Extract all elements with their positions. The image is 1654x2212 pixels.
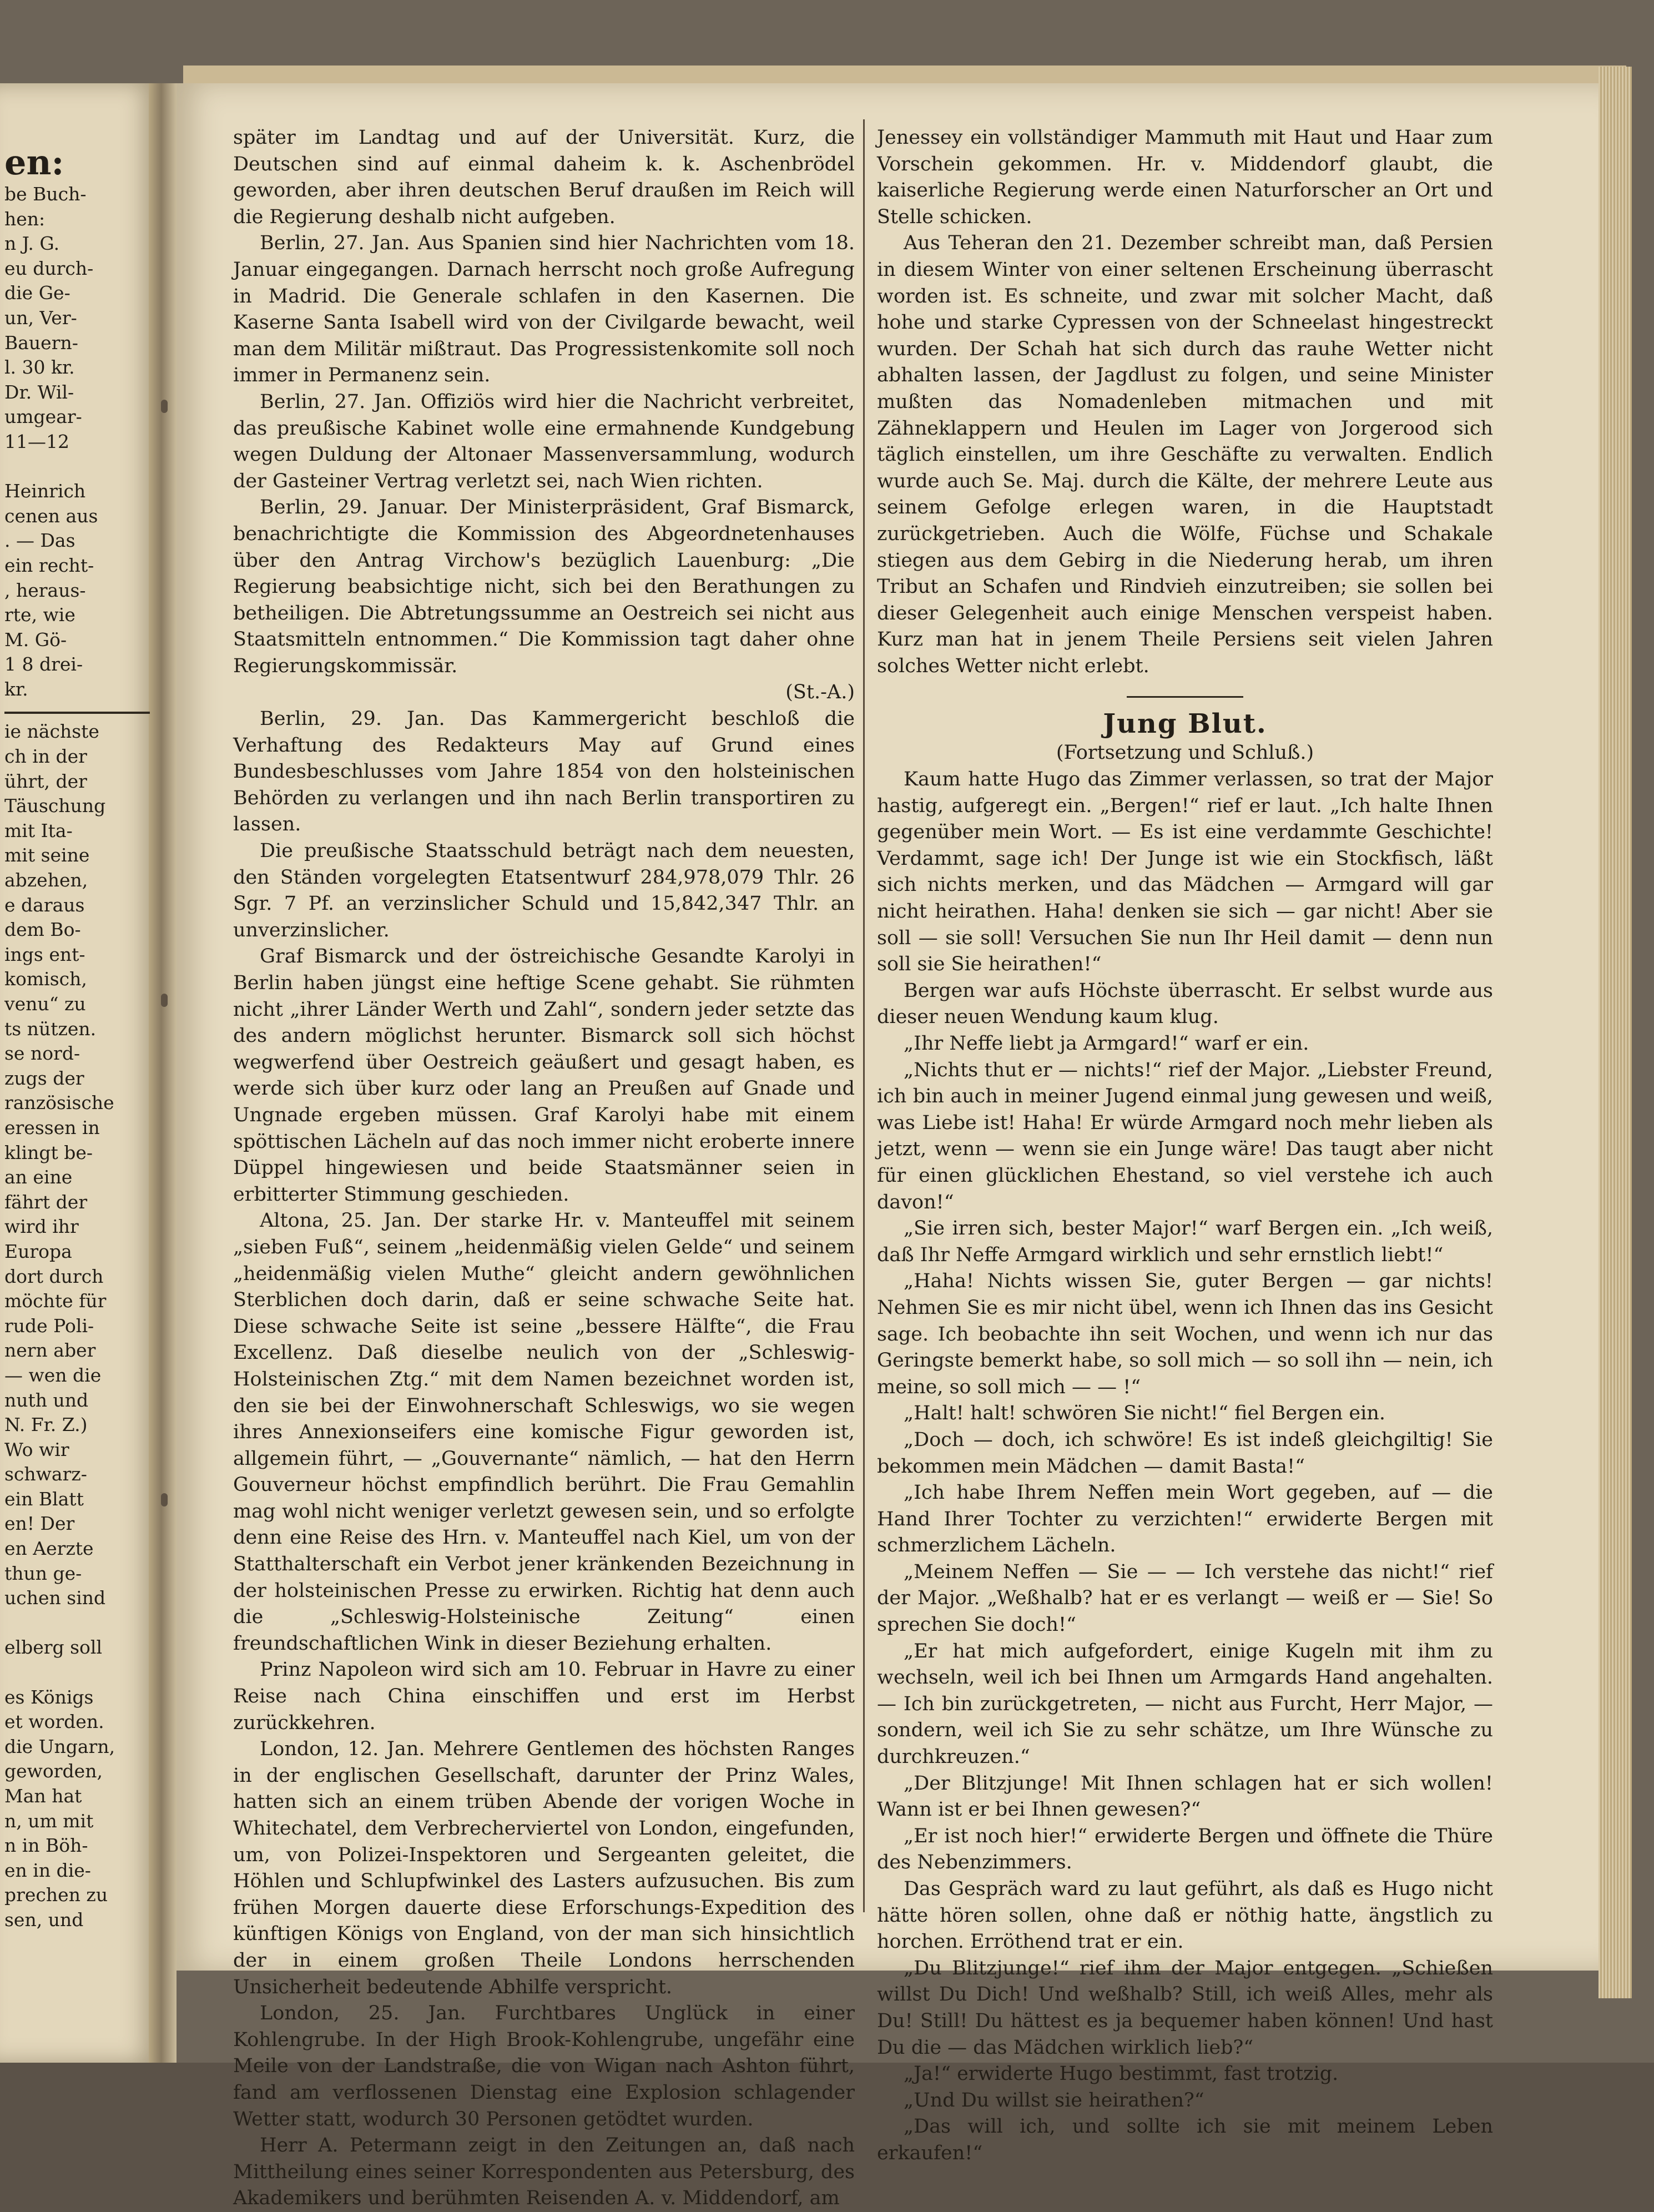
left-page-line: un, Ver- bbox=[4, 306, 77, 329]
story-paragraph: Das Gespräch ward zu laut geführt, als daß es Hugo nicht hätte hören sollen, ohne daß er nöthig hatte, ängstlich zu horchen. Erröthend trat er ein. bbox=[877, 1878, 1493, 1953]
left-page-line: nuth und bbox=[4, 1389, 89, 1411]
left-page-line: — wen die bbox=[4, 1364, 102, 1386]
left-page-line: es Königs bbox=[4, 1686, 94, 1708]
story-paragraph: „Das will ich, und sollte ich sie mit meinem Leben erkaufen!“ bbox=[877, 2115, 1493, 2164]
left-page-line: eressen in bbox=[4, 1116, 100, 1138]
left-page-headline: en: bbox=[4, 142, 64, 183]
left-page-line: 11—12 bbox=[4, 430, 69, 452]
left-page-line: ings ent- bbox=[4, 943, 85, 965]
story-paragraph: Bergen war aufs Höchste überrascht. Er selbst wurde aus dieser neuen Wendung kaum klug. bbox=[877, 979, 1493, 1029]
left-page-line: be Buch- bbox=[4, 183, 87, 205]
left-page-line bbox=[4, 455, 150, 480]
left-page-line: zugs der bbox=[4, 1067, 84, 1089]
story-title: Jung Blut. bbox=[1103, 708, 1267, 740]
binding-hole bbox=[161, 994, 168, 1007]
story-subtitle: (Fortsetzung und Schluß.) bbox=[1056, 742, 1314, 764]
news-paragraph: Berlin, 27. Jan. Aus Spanien sind hier Nachrichten vom 18. Januar eingegangen. Darnach herrscht noch große Aufregung in Madrid. Die Generale schlafen in den Kasernen. Die Kaserne Santa Isabell wird von der Civilgarde bewacht, weil man dem Militär mißtraut. Das Progressistenkomite soll noch immer in Permanenz sein. bbox=[233, 232, 855, 387]
column-divider bbox=[863, 119, 865, 1912]
left-page-line: klingt be- bbox=[4, 1141, 93, 1163]
left-page-line: möchte für bbox=[4, 1290, 107, 1312]
left-page-line: l. 30 kr. bbox=[4, 356, 75, 379]
left-page-line: ein recht- bbox=[4, 554, 94, 576]
left-page-line: Wo wir bbox=[4, 1438, 69, 1460]
left-page-line: elberg soll bbox=[4, 1636, 103, 1659]
left-page-line: hen: bbox=[4, 208, 46, 230]
left-page-line: uchen sind bbox=[4, 1587, 106, 1609]
left-page-line: dem Bo- bbox=[4, 919, 81, 941]
section-rule bbox=[1127, 696, 1243, 698]
left-page-line: mit seine bbox=[4, 844, 90, 866]
left-page-line: mit Ita- bbox=[4, 819, 73, 842]
book-gutter bbox=[149, 83, 177, 2063]
news-paragraph: Graf Bismarck und der östreichische Gesandte Karolyi in Berlin haben jüngst eine heftige Scene gehabt. Sie rühmten nicht „ihrer Länder Werth und Zahl“, sondern jeder setzte das des andern möglichst herunter. Bismarck soll sich höchst wegwerfend über Oestreich geäußert und gesagt haben, es werde sich über kurz oder lang an Preußen auf Gnade und Ungnade ergeben müssen. Graf Karolyi habe mit einem spöttischen Lächeln auf das noch immer nicht eroberte innere Düppel hingewiesen und beide Staatsmänner seien in erbitterter Stimmung geschieden. bbox=[233, 945, 855, 1206]
story-paragraph: „Nichts thut er — nichts!“ rief der Major. „Liebster Freund, ich bin auch in meiner Jugend einmal jung gewesen und weiß, was Liebe ist! Haha! Er würde Armgard noch mehr lieben als jetzt, wenn — wenn sie ein Junge wäre! Das taugt aber nicht für einen glücklichen Ehestand, so viel verstehe ich auch davon!“ bbox=[877, 1059, 1493, 1213]
news-paragraph: London, 12. Jan. Mehrere Gentlemen des höchsten Ranges in der englischen Gesellschaft, darunter der Prinz Wales, hatten sich an einem trüben Abende der vorigen Woche in Whitechatel, dem Verbrecherviertel von London, eingefunden, um, von Polizei-Inspektoren und Sergeanten geleitet, die Höhlen und Schlupfwinkel des Lasters aufzusuchen. Bis zum frühen Morgen dauerte diese Erforschungs-Expedition des künftigen Königs von England, von der man sich hinsichtlich der in einem großen Theile Londons herrschenden Unsicherheit bedeutende Abhilfe verspricht. bbox=[233, 1738, 855, 1998]
news-column-right-articles bbox=[877, 125, 1493, 679]
left-page-line: dort durch bbox=[4, 1265, 104, 1287]
story-paragraph: „Der Blitzjunge! Mit Ihnen schlagen hat er sich wollen! Wann ist er bei Ihnen gewesen?“ bbox=[877, 1772, 1493, 1821]
left-page-line: eu durch- bbox=[4, 257, 94, 279]
news-paragraph: Berlin, 29. Jan. Das Kammergericht beschloß die Verhaftung des Redakteurs May auf Grund eines Bundesbeschlusses vom Jahre 1854 von den holsteinischen Behörden zu verlangen und ihn nach Berlin transportiren zu lassen. bbox=[233, 708, 855, 836]
left-page-line bbox=[4, 1660, 150, 1685]
news-paragraph: Aus Teheran den 21. Dezember schreibt man, daß Persien in diesem Winter von einer seltenen Erscheinung überrascht worden ist. Es schneite, und zwar mit solcher Macht, daß hohe und starke Cypressen von der Schneelast hingestreckt wurden. Der Schah hat sich durch das rauhe Wetter nicht abhalten lassen, der Jagdlust zu folgen, und seine Minister mußten das Nomadenleben mitmachen und mit Zähneklappern und Heulen im Lager von Jorgerood sich täglich einstellen, um ihre Geschäfte zu verwalten. Endlich wurde auch Se. Maj. durch die Kälte, der mehrere Leute aus seinem Gefolge erlegen waren, in die Hauptstadt zurückgetrieben. Auch die Wölfe, Füchse und Schakale stiegen aus dem Gebirg in die Niederung herab, um ihren Tribut an Schafen und Rindvieh einzutreiben; sie sollen bei dieser Gelegenheit auch einige Menschen verspeist haben. Kurz man hat in jenem Theile Persiens seit vielen Jahren solches Wetter nicht erlebt. bbox=[877, 232, 1493, 677]
story-paragraph: „Ja!“ erwiderte Hugo bestimmt, fast trotzig. bbox=[904, 2063, 1339, 2085]
left-page-line: venu“ zu bbox=[4, 993, 86, 1015]
news-column-left bbox=[233, 125, 855, 2210]
left-page-line bbox=[4, 1611, 150, 1636]
left-page-line: en Aerzte bbox=[4, 1538, 94, 1560]
left-page-line: sen, und bbox=[4, 1908, 84, 1931]
story-body bbox=[877, 767, 1493, 2166]
left-page-line: N. Fr. Z.) bbox=[4, 1414, 88, 1436]
left-page-line: et worden. bbox=[4, 1711, 104, 1733]
left-page-line: M. Gö- bbox=[4, 628, 67, 651]
left-page-line: Heinrich bbox=[4, 480, 86, 502]
left-page-line: kr. bbox=[4, 678, 28, 700]
left-page-line: . — Das bbox=[4, 530, 75, 552]
left-page-line: e daraus bbox=[4, 894, 85, 916]
left-page-line: ührt, der bbox=[4, 770, 87, 792]
left-page-line: Täuschung bbox=[4, 795, 106, 817]
story-paragraph: Kaum hatte Hugo das Zimmer verlassen, so trat der Major hastig, aufgeregt ein. „Bergen!“ rief er laut. „Ich halte Ihnen gegenüber mein Wort. — Es ist eine verdammte Geschichte! Verdammt, sage ich! Der Junge ist wie ein Stockfisch, läßt sich nichts merken, und das Mädchen — Armgard will gar nicht heirathen. Haha! denken sie sich — gar nicht! Aber sie soll — sie soll! Versuchen Sie nun Ihr Heil damit — denn nun soll sie Sie heirathen!“ bbox=[877, 768, 1493, 976]
news-paragraph: London, 25. Jan. Furchtbares Unglück in einer Kohlengrube. In der High Brook-Kohlengrube, ungefähr eine Meile von der Landstraße, die von Wigan nach Ashton führt, fand am verflossenen Dienstag eine Explosion schlagender Wetter statt, wodurch 30 Personen getödtet wurden. bbox=[233, 2002, 855, 2130]
news-source-sign: (St.-A.) bbox=[785, 681, 855, 704]
left-page-line: ts nützen. bbox=[4, 1017, 97, 1040]
left-page-line: wird ihr bbox=[4, 1216, 79, 1238]
story-paragraph: „Er ist noch hier!“ erwiderte Bergen und öffnete die Thüre des Nebenzimmers. bbox=[877, 1825, 1493, 1874]
left-page-line: ie nächste bbox=[4, 720, 99, 743]
news-paragraph: Berlin, 27. Jan. Offiziös wird hier die Nachricht verbreitet, das preußische Kabinet wolle eine ermahnende Kundgebung wegen Duldung der Altonaer Massenversammlung, wodurch der Gasteiner Vertrag verletzt sei, nach Wien richten. bbox=[233, 390, 855, 492]
story-paragraph: „Ihr Neffe liebt ja Armgard!“ warf er ein. bbox=[904, 1032, 1309, 1055]
left-page-line: an eine bbox=[4, 1166, 73, 1188]
left-page-line: en in die- bbox=[4, 1859, 91, 1881]
left-page-column bbox=[4, 143, 150, 1933]
left-page-line: rude Poli- bbox=[4, 1314, 94, 1337]
left-page-line: en! Der bbox=[4, 1513, 75, 1535]
story-paragraph: „Haha! Nichts wissen Sie, guter Bergen — gar nichts! Nehmen Sie es mir nicht übel, wenn ich Ihnen das ins Gesicht sage. Ich beobachte ihn seit Wochen, und wenn ich nur das Geringste bemerkt habe, so soll mich — so soll ihn — nein, ich meine, so soll mich — — !“ bbox=[877, 1270, 1493, 1398]
left-page-line: n, um mit bbox=[4, 1810, 94, 1832]
news-paragraph: später im Landtag und auf der Universität. Kurz, die Deutschen sind auf einmal daheim k. k. Aschenbrödel geworden, aber ihren deutschen Beruf draußen im Reich will die Regierung deshalb nicht aufgeben. bbox=[233, 127, 855, 228]
left-page-line: umgear- bbox=[4, 406, 82, 428]
left-page-line: schwarz- bbox=[4, 1463, 87, 1485]
left-page-line: 1 8 drei- bbox=[4, 653, 83, 676]
left-page-line: rte, wie bbox=[4, 604, 75, 626]
left-page-rule bbox=[4, 712, 150, 714]
news-paragraph: Altona, 25. Jan. Der starke Hr. v. Manteuffel mit seinem „sieben Fuß“, seinem „heidenmäßig vielen Gelde“ und seinem „heidenmäßig vielen Muthe“ gleicht andern gewöhnlichen Sterblichen doch darin, daß er seine schwache Seite hat. Diese schwache Seite ist seine „bessere Hälfte“, die Frau Excellenz. Daß dieselbe neulich von der „Schleswig-Holsteinischen Ztg.“ mit dem Namen bezeichnet worden ist, den sie bei der Einwohnerschaft Schleswigs, wo sie wegen ihres Annexionseifers eine komische Figur geworden ist, allgemein führt, — „Gouvernante“ nämlich, — hat den Herrn Gouverneur höchst empfindlich berührt. Die Frau Gemahlin mag wohl nicht weniger verletzt gewesen sein, und so erfolgte denn eine Reise des Hrn. v. Manteuffel nach Kiel, um von der Statthalterschaft ein Verbot jener kränkenden Bezeichnung in der holsteinischen Presse zu erwirken. Richtig hat denn auch die „Schleswig-Holsteinische Zeitung“ einen freundschaftlichen Wink in dieser Beziehung erhalten. bbox=[233, 1210, 855, 1655]
news-paragraph: Herr A. Petermann zeigt in den Zeitungen an, daß nach Mittheilung eines seiner Korrespondenten aus Petersburg, des Akademikers und berühmten Reisenden A. v. Middendorf, am bbox=[233, 2134, 855, 2210]
page-top-edge bbox=[183, 65, 1626, 84]
left-page-line: n J. G. bbox=[4, 233, 60, 255]
left-page-line: cenen aus bbox=[4, 505, 98, 527]
left-page-line: Europa bbox=[4, 1240, 72, 1262]
left-page-line: ch in der bbox=[4, 745, 87, 768]
news-paragraph: Berlin, 29. Januar. Der Ministerpräsident, Graf Bismarck, benachrichtigte die Kommission des Abgeordnetenhauses über den Antrag Virchow's bezüglich Lauenburg: „Die Regierung beabsichtige nicht, sich bei den Berathungen zu betheiligen. Die Abtretungssumme an Oestreich sei nicht aus Staatsmitteln entnommen.“ Die Kommission tagt daher ohne Regierungskommissär. bbox=[233, 496, 855, 677]
story-paragraph: „Halt! halt! schwören Sie nicht!“ fiel Bergen ein. bbox=[904, 1402, 1386, 1425]
left-page-line: ranzösische bbox=[4, 1092, 114, 1114]
page-stack-edge bbox=[1598, 67, 1632, 1998]
binding-hole bbox=[161, 400, 168, 413]
story-paragraph: „Und Du willst sie heirathen?“ bbox=[904, 2089, 1204, 2112]
story-paragraph: „Er hat mich aufgefordert, einige Kugeln mit ihm zu wechseln, weil ich bei Ihnen um Armgards Hand angehalten. — Ich bin zurückgetreten, — nicht aus Furcht, Herr Major, — sondern, weil ich Sie zu sehr schätze, um Ihre Wünsche zu durchkreuzen.“ bbox=[877, 1640, 1493, 1768]
left-page-line: abzehen, bbox=[4, 869, 88, 891]
left-page-line: thun ge- bbox=[4, 1562, 82, 1584]
news-paragraph: Prinz Napoleon wird sich am 10. Februar in Havre zu einer Reise nach China einschiffen und erst im Herbst zurückkehren. bbox=[233, 1659, 855, 1734]
story-paragraph: „Doch — doch, ich schwöre! Es ist indeß gleichgiltig! Sie bekommen mein Mädchen — damit Basta!“ bbox=[877, 1428, 1493, 1478]
left-page-line: fährt der bbox=[4, 1191, 88, 1213]
left-page-line: , heraus- bbox=[4, 579, 86, 601]
binding-hole bbox=[161, 1493, 168, 1506]
left-page-line: ein Blatt bbox=[4, 1488, 84, 1510]
left-page-line: se nord- bbox=[4, 1042, 80, 1065]
left-page-line: die Ungarn, bbox=[4, 1735, 115, 1757]
left-page-line: prechen zu bbox=[4, 1884, 108, 1906]
story-paragraph: „Du Blitzjunge!“ rief ihm der Major entgegen. „Schießen willst Du Dich! Und weßhalb? Still, ich weiß Alles, mehr als Du! Still! Du hättest es ja bequemer haben können! Und hast Du die — das Mädchen wirklich lieb?“ bbox=[877, 1957, 1493, 2059]
left-page-line: nern aber bbox=[4, 1339, 96, 1362]
left-page-line: geworden, bbox=[4, 1760, 103, 1782]
left-page-line: Man hat bbox=[4, 1785, 82, 1807]
news-paragraph: Die preußische Staatsschuld beträgt nach dem neuesten, den Ständen vorgelegten Etatsentwurf 284,978,079 Thlr. 26 Sgr. 7 Pf. an verzinslicher Schuld und 15,842,347 Thlr. an unverzinslicher. bbox=[233, 840, 855, 941]
left-page-line: die Ge- bbox=[4, 282, 70, 304]
news-column-right bbox=[877, 125, 1493, 2164]
news-paragraph: Jenessey ein vollständiger Mammuth mit Haut und Haar zum Vorschein gekommen. Hr. v. Middendorf glaubt, die kaiserliche Regierung werde einen Naturforscher an Ort und Stelle schicken. bbox=[877, 127, 1493, 228]
left-page-line: Bauern- bbox=[4, 331, 78, 354]
left-page-line: komisch, bbox=[4, 968, 87, 990]
story-paragraph: „Meinem Neffen — Sie — — Ich verstehe das nicht!“ rief der Major. „Weßhalb? hat er es verlangt — weiß er — Sie! So sprechen Sie doch!“ bbox=[877, 1560, 1493, 1636]
story-paragraph: „Sie irren sich, bester Major!“ warf Bergen ein. „Ich weiß, daß Ihr Neffe Armgard wirklich und sehr ernstlich liebt!“ bbox=[877, 1217, 1493, 1266]
left-page-line: n in Böh- bbox=[4, 1835, 88, 1857]
left-page-line: Dr. Wil- bbox=[4, 381, 74, 403]
story-paragraph: „Ich habe Ihrem Neffen mein Wort gegeben, auf — die Hand Ihrer Tochter zu verzichten!“ erwiderte Bergen mit schmerzlichem Lächeln. bbox=[877, 1482, 1493, 1557]
